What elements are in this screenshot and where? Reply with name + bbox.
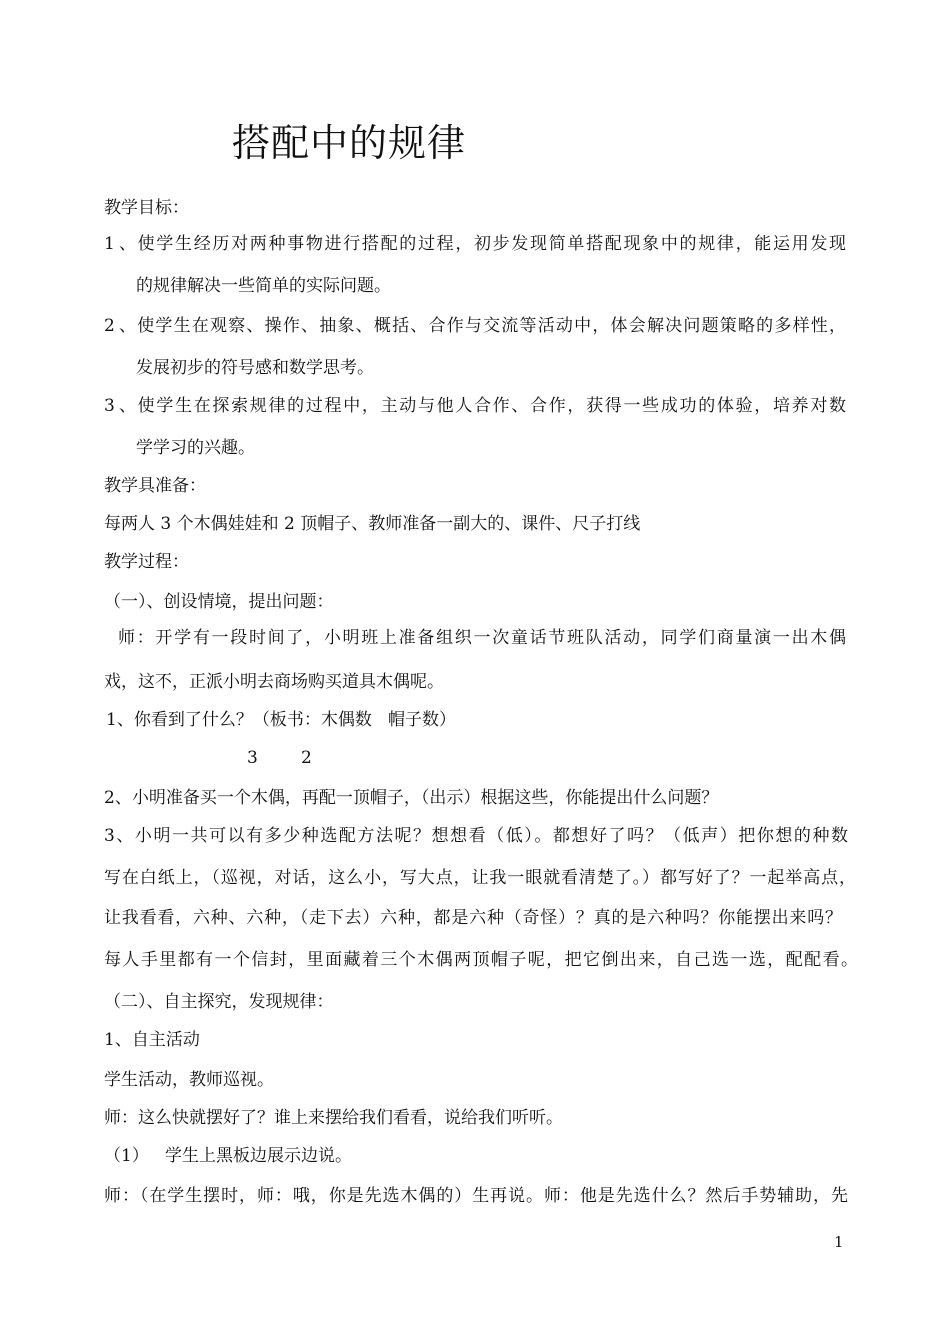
goal-3-text: 使学生在探索规律的过程中，主动与他人合作、合作，获得一些成功的体验，培养对数 [136,396,846,416]
question-3-line-1: 3、小明一共可以有多少种选配方法呢？想想看（低）。都想好了吗？（低声）把你想的种数 [104,826,848,846]
question-1-values: 3 2 [247,748,312,768]
teacher-intro-line-1: 师：开学有一段时间了，小明班上准备组织一次童话节班队活动，同学们商量演一出木偶 [118,628,846,648]
question-3-line-2: 写在白纸上，（巡视，对话，这么小，写大点，让我一眼就看清楚了。）都写好了？一起举高点， [104,868,856,888]
step-1: （1） 学生上黑板边展示边说。 [104,1146,353,1166]
activity-text: 学生活动，教师巡视。 [104,1070,274,1090]
goal-3-line-2: 学学习的兴趣。 [136,438,255,458]
goal-2-line-2: 发展初步的符号感和数学思考。 [136,358,374,378]
section-1-heading: （一）、创设情境，提出问题： [104,592,334,612]
question-2: 2、小明准备买一个木偶，再配一顶帽子，（出示）根据这些，你能提出什么问题？ [104,788,719,808]
goal-1-text: 使学生经历对两种事物进行搭配的过程，初步发现简单搭配现象中的规律，能运用发现 [136,234,846,254]
goals-heading: 教学目标： [104,198,189,218]
goal-1-line-2: 的规律解决一些简单的实际问题。 [136,276,391,296]
goal-1-line-1 [104,232,846,256]
goal-3-line-1 [104,394,846,418]
goal-2-line-1 [104,314,846,338]
teacher-final-line: 师：（在学生摆时，师：哦，你是先选木偶的）生再说。师：他是先选什么？然后手势辅助，先 [104,1186,848,1206]
goal-2-text: 使学生在观察、操作、抽象、概括、合作与交流等活动中，体会解决问题策略的多样性， [136,316,846,336]
prep-text: 每两人 3 个木偶娃娃和 2 顶帽子、教师准备一副大的、课件、尺子打线 [104,514,641,534]
activity-heading: 1、自主活动 [104,1030,200,1050]
teacher-intro-line-2: 戏，这不，正派小明去商场购买道具木偶呢。 [104,672,444,692]
process-heading: 教学过程： [104,552,189,572]
question-3-line-4: 每人手里都有一个信封，里面藏着三个木偶两顶帽子呢，把它倒出来，自己选一选，配配看。 [104,950,858,970]
prep-heading: 教学具准备： [104,476,206,496]
goal-3-number: 3、 [104,396,136,416]
document-title: 搭配中的规律 [232,121,467,165]
teacher-line: 师：这么快就摆好了？谁上来摆给我们看看，说给我们听听。 [104,1108,563,1128]
question-3-line-3: 让我看看，六种、六种，（走下去）六种，都是六种（奇怪）？真的是六种吗？你能摆出来吗？ [104,908,842,928]
page-number: 1 [834,1233,844,1251]
section-2-heading: （二）、自主探究，发现规律： [104,992,334,1012]
goal-1-number: 1、 [104,234,136,254]
question-1: 1、你看到了什么？（板书：木偶数 帽子数） [106,710,457,730]
goal-2-number: 2、 [104,316,136,336]
